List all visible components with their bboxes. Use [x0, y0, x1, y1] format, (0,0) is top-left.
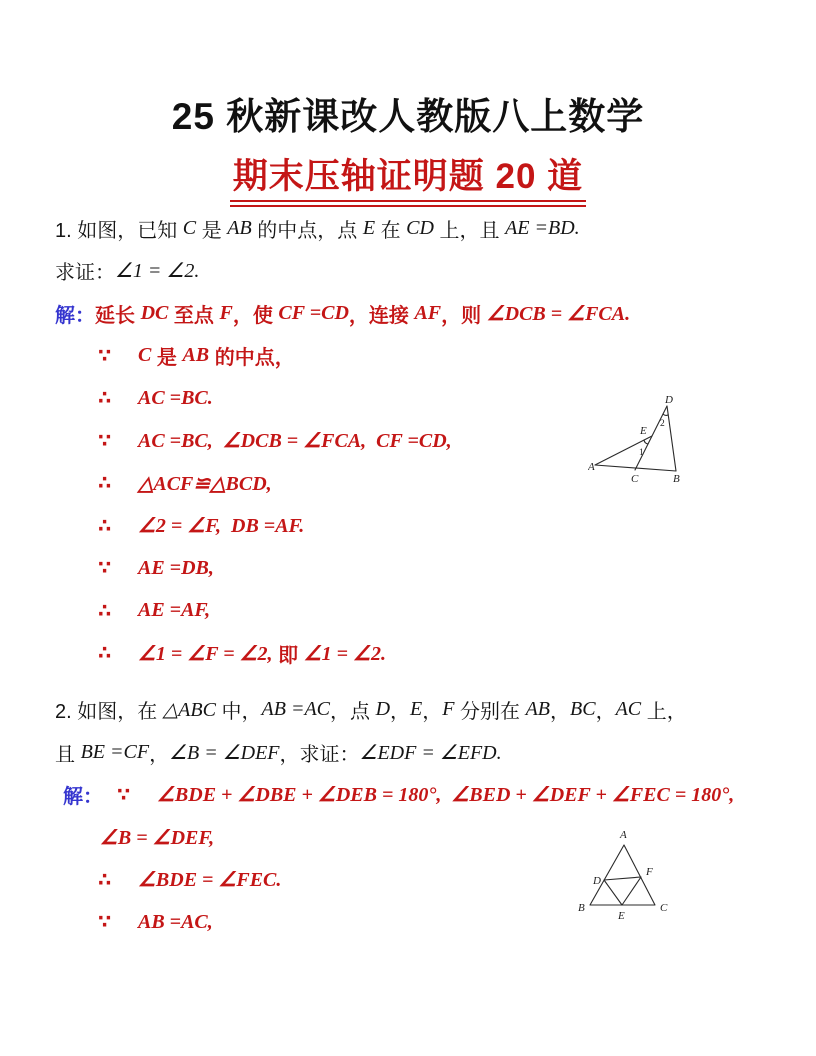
angle-1-arc [644, 440, 648, 444]
point-label-a: A [588, 461, 595, 473]
text-segment: AF [414, 301, 442, 324]
logic-symbol: ∵ [98, 344, 112, 367]
text-segment: CD [406, 216, 434, 239]
problem-2-statement-line-1 [55, 689, 780, 732]
text-segment: ，则 [441, 304, 487, 327]
logic-symbol: ∴ [98, 387, 112, 410]
logic-symbol: ∴ [98, 642, 112, 665]
text-segment: ，点 [330, 701, 376, 724]
angle-label-2: 2 [660, 419, 665, 429]
text-segment: ∠1 = ∠F = ∠2, [138, 642, 273, 665]
point-label-b: B [578, 902, 585, 914]
text-segment: ∠2 = ∠F, DB =AF. [138, 515, 305, 538]
problem-1-statement-line-2 [55, 250, 780, 293]
text-segment: AC =BC. [138, 386, 213, 409]
document-subtitle-text: 期末压轴证明题 20 道 [230, 149, 586, 207]
point-label-f: F [646, 866, 653, 878]
text-segment: DC [140, 301, 169, 324]
solution-1-line-6 [55, 505, 780, 548]
angle-label-1: 1 [639, 448, 644, 458]
document-subtitle [0, 149, 816, 207]
problem-2-statement-line-2 [55, 731, 780, 774]
text-segment: ，使 [232, 304, 279, 327]
text-segment: AB =AC [261, 698, 331, 721]
text-segment: C [138, 344, 152, 367]
text-segment: ∠1 = ∠2. [303, 642, 386, 665]
text-segment: 的中点， [209, 347, 295, 370]
triangle-def [604, 877, 641, 905]
text-segment: ∠B = ∠DEF, [100, 826, 215, 849]
segment-db [667, 406, 676, 471]
text-segment: △ABC [162, 699, 216, 722]
text-segment: ∠BDE + ∠DBE + ∠DEB = 180°, ∠BED + ∠DEF + ∠FEC = 180°, [157, 784, 735, 807]
figure-1 [588, 392, 692, 484]
text-segment: AC [615, 698, 642, 721]
problem-1-statement-line-1 [55, 207, 780, 250]
figure-2 [568, 826, 678, 926]
solution-1-line-2 [55, 335, 780, 378]
text-segment: AB [227, 216, 252, 239]
segment-cd [635, 406, 667, 470]
text-segment: 2. 如图，在 [55, 701, 163, 724]
text-segment: 分别在 [454, 701, 526, 724]
solution-1-line-7 [55, 547, 780, 590]
logic-symbol: ∴ [98, 868, 112, 891]
logic-symbol: ∴ [98, 472, 112, 495]
text-segment: BE =CF [80, 740, 150, 763]
text-segment: AB [182, 344, 210, 367]
solution-2-line-1 [55, 774, 780, 817]
text-segment: 是 [151, 347, 183, 370]
logic-symbol: ∵ [98, 911, 112, 934]
text-segment: ，求证： [279, 743, 360, 766]
figure-1-drawing [588, 392, 692, 484]
text-segment: ， [149, 743, 170, 766]
text-segment: F [219, 301, 233, 324]
text-segment: ∠1 = ∠2. [115, 260, 200, 283]
text-segment: ， [390, 701, 411, 724]
point-label-e: E [618, 910, 625, 922]
angle-2-arc [663, 414, 668, 415]
text-segment: 即 [272, 644, 304, 667]
figure-2-drawing [568, 826, 678, 926]
text-segment: 至点 [168, 304, 220, 327]
text-segment: 求证： [55, 262, 115, 285]
logic-symbol: ∵ [98, 429, 112, 452]
text-segment: 在 [375, 219, 407, 242]
document-title: 25 秋新课改人教版八上数学 [171, 96, 645, 137]
solution-1-line-1 [55, 292, 780, 335]
text-segment: E [410, 698, 423, 721]
text-segment: 且 [55, 743, 81, 766]
text-segment: ，连接 [348, 304, 415, 327]
point-label-e: E [640, 425, 647, 437]
text-segment: 的中点，点 [251, 219, 363, 242]
text-segment: AE =BD. [505, 216, 580, 239]
text-segment: 延长 [95, 304, 141, 327]
solution-1-line-9 [55, 632, 780, 675]
solution-label: 解： [63, 786, 103, 809]
text-segment: AE =AF, [138, 599, 211, 622]
text-segment: AB [525, 698, 551, 721]
text-segment: AE =DB, [138, 556, 214, 579]
text-segment: D [375, 698, 391, 721]
text-segment: BC [570, 698, 596, 721]
text-segment: ， [422, 701, 443, 724]
text-segment: 1. 如图，已知 [55, 219, 183, 242]
logic-symbol: ∴ [98, 599, 112, 622]
point-label-b: B [673, 473, 680, 484]
text-segment: 中， [215, 701, 262, 724]
text-segment: C [182, 216, 197, 239]
text-segment: E [362, 216, 376, 239]
text-segment: CF =CD [278, 301, 349, 324]
text-segment: AC =BC, ∠DCB = ∠FCA, CF =CD, [138, 430, 452, 453]
text-segment: △ACF≌△BCD, [138, 472, 272, 495]
text-segment: F [442, 698, 455, 721]
logic-symbol: ∵ [117, 783, 131, 806]
solution-label: 解： [55, 304, 95, 327]
text-segment: 上， [641, 701, 687, 724]
text-segment: AB =AC, [138, 910, 213, 933]
point-label-d: D [665, 394, 673, 406]
text-segment: ∠BDE = ∠FEC. [138, 869, 282, 892]
text-segment: 上，且 [433, 219, 506, 242]
text-segment: ∠B = ∠DEF [169, 741, 280, 764]
logic-symbol: ∵ [98, 557, 112, 580]
point-label-a: A [620, 829, 627, 841]
text-segment: ∠DCB = ∠FCA. [486, 302, 631, 325]
logic-symbol: ∴ [98, 514, 112, 537]
text-segment: ， [550, 701, 571, 724]
point-label-c: C [631, 473, 639, 484]
text-segment: ， [595, 701, 616, 724]
point-label-c: C [660, 902, 668, 914]
text-segment: 是 [196, 219, 228, 242]
solution-1-line-8 [55, 590, 780, 633]
point-label-d: D [593, 875, 601, 887]
text-segment: ∠EDF = ∠EFD. [359, 741, 502, 764]
